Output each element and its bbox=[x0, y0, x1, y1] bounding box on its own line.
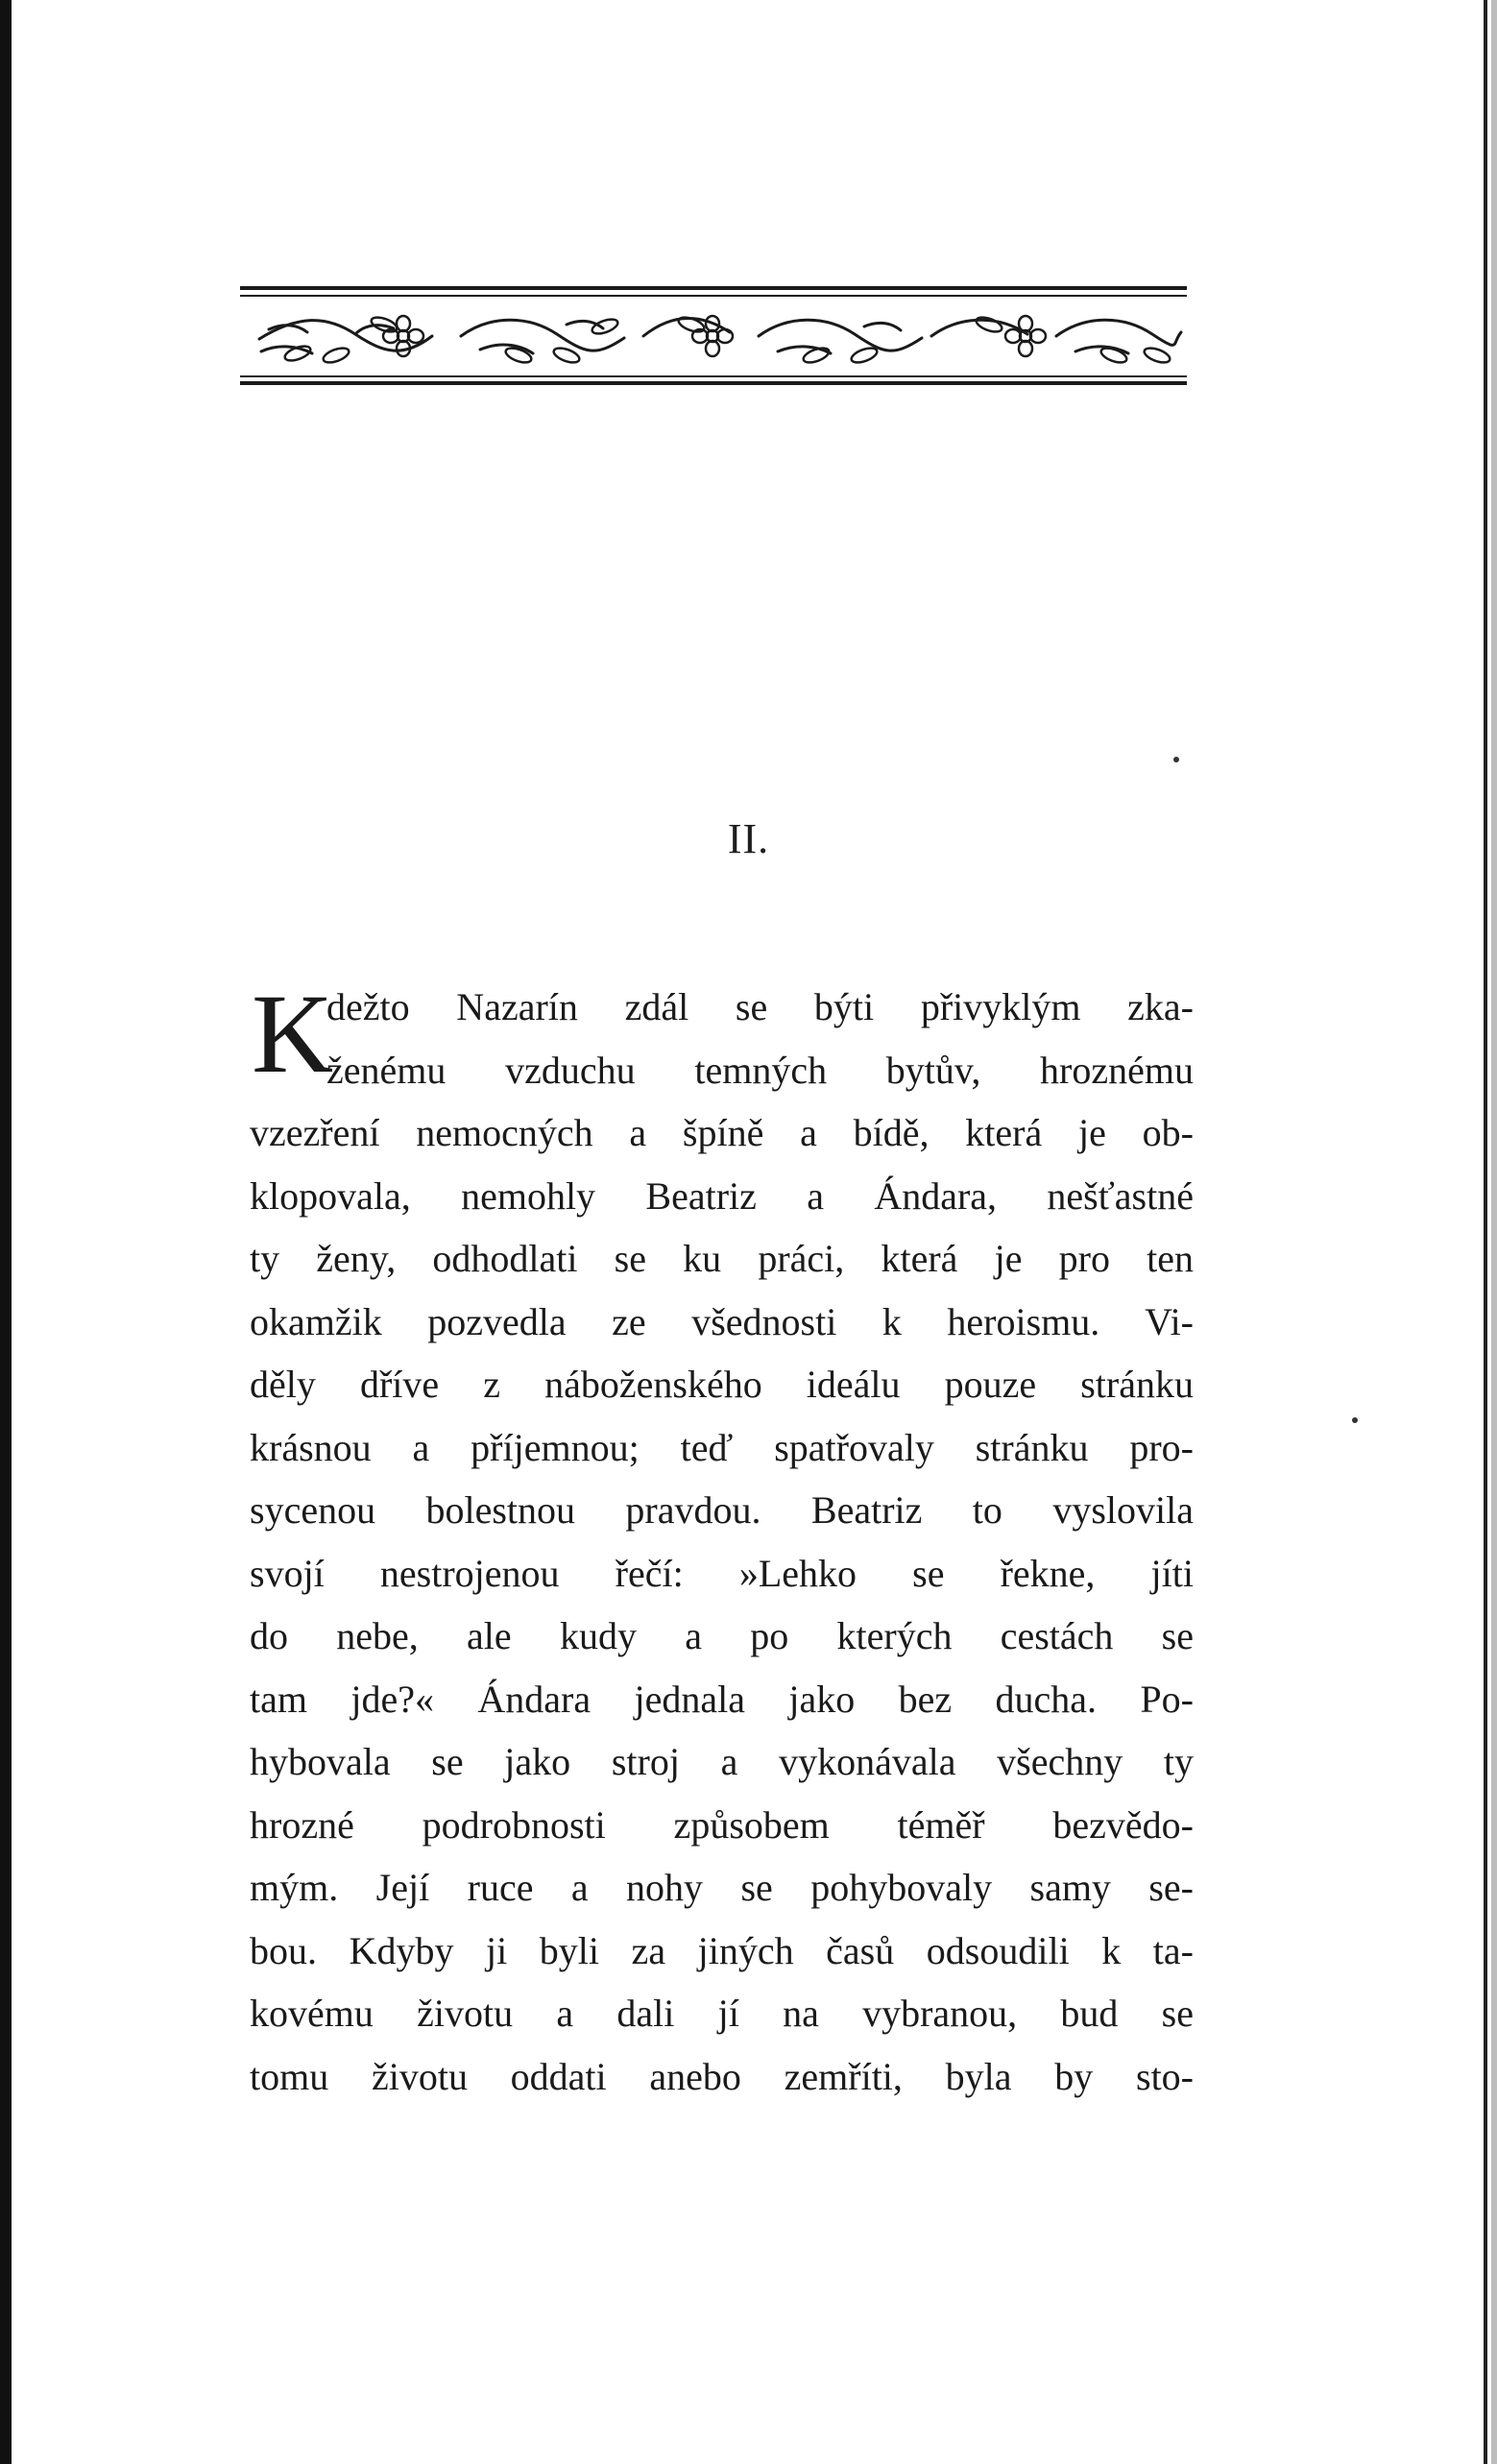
text-line: mým. Její ruce a nohy se pohybovaly samy se- bbox=[250, 1866, 1194, 1909]
page-right-margin bbox=[1491, 0, 1497, 2464]
text-line: tam jde?« Ándara jednala jako bez ducha. Po- bbox=[250, 1677, 1194, 1721]
chapter-number: II. bbox=[727, 815, 770, 862]
text-line: sycenou bolestnou pravdou. Beatriz to vyslovila bbox=[250, 1488, 1194, 1532]
text-line: hrozné podrobnosti způsobem téměř bezvědo- bbox=[250, 1802, 1194, 1847]
text-line: bou. Kdyby ji byli za jiných časů odsoudili k ta- bbox=[250, 1928, 1194, 1972]
text-line: vzezření nemocných a špíně a bídě, která je ob- bbox=[250, 1111, 1194, 1154]
text-line: děly dříve z náboženského ideálu pouze stránku bbox=[250, 1363, 1194, 1406]
text-line: tomu životu oddati anebo zemříti, byla by sto- bbox=[250, 2054, 1194, 2098]
ornament-bottom-rule bbox=[240, 381, 1187, 385]
print-speck bbox=[1173, 757, 1179, 762]
page-left-edge bbox=[0, 0, 12, 2464]
ornament-top-rule bbox=[240, 286, 1187, 290]
text-line: kovému životu a dali jí na vybranou, bud se bbox=[250, 1992, 1194, 2035]
drop-cap: K bbox=[252, 971, 334, 1097]
text-line: dežto Nazarín zdál se býti přivyklým zka- bbox=[326, 985, 1194, 1028]
print-speck bbox=[1352, 1417, 1358, 1423]
floral-vine-border-icon bbox=[240, 286, 1187, 394]
body-text bbox=[250, 971, 1194, 2108]
ornament-bottom-rule-thin bbox=[240, 375, 1187, 377]
text-line: okamžik pozvedla ze všednosti k heroismu. Vi- bbox=[250, 1299, 1194, 1343]
text-line: ženému vzduchu temných bytův, hroznému bbox=[326, 1048, 1194, 1092]
text-line: hybovala se jako stroj a vykonávala všechny ty bbox=[250, 1740, 1194, 1783]
page-right-edge bbox=[1484, 0, 1487, 2464]
ornament-top-rule-thin bbox=[240, 295, 1187, 297]
text-line: svojí nestrojenou řečí: »Lehko se řekne, jíti bbox=[250, 1551, 1194, 1595]
text-line: krásnou a příjemnou; teď spatřovaly stránku pro- bbox=[250, 1425, 1194, 1469]
text-line: klopovala, nemohly Beatriz a Ándara, nešťastné bbox=[250, 1173, 1194, 1218]
text-line: do nebe, ale kudy a po kterých cestách se bbox=[250, 1614, 1194, 1657]
text-line: ty ženy, odhodlati se ku práci, která je pro ten bbox=[250, 1237, 1194, 1280]
